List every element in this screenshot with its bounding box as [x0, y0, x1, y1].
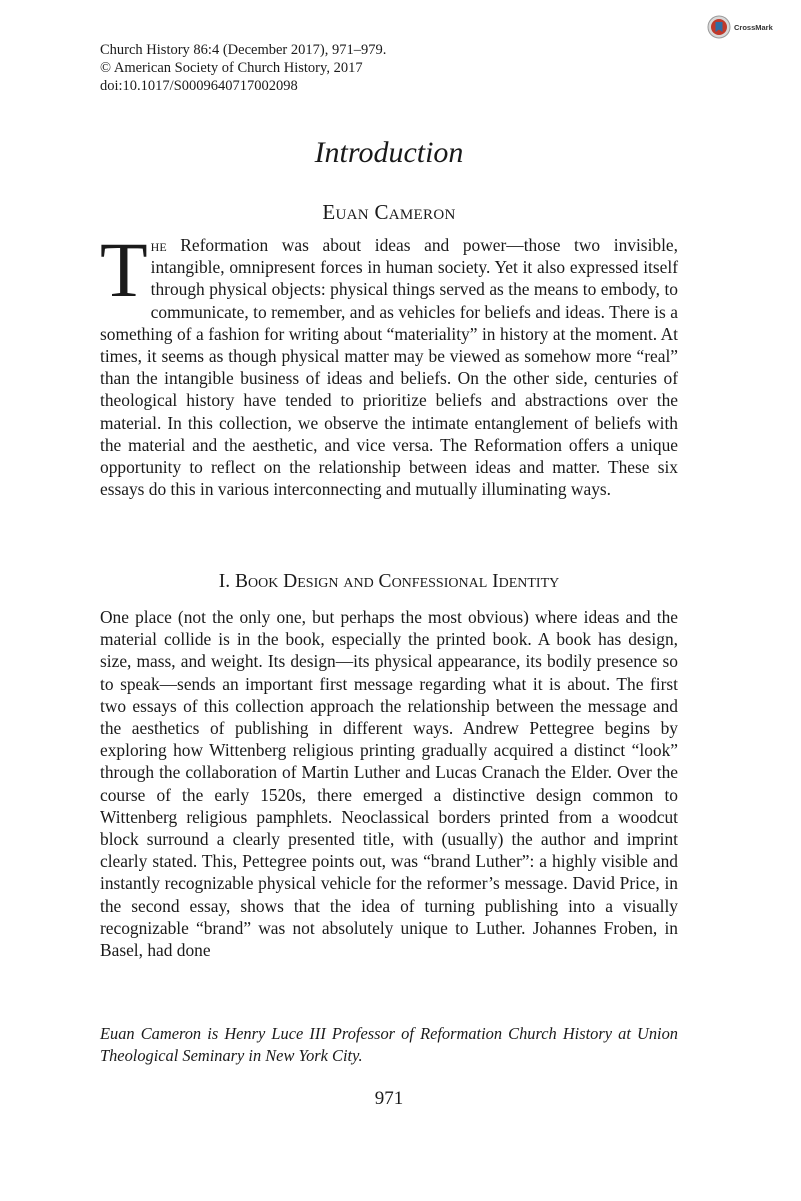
author-footnote: Euan Cameron is Henry Luce III Professor of Reformation Church History at Union Theological Seminary in New York City. — [100, 1024, 678, 1065]
crossmark-label: CrossMark — [734, 22, 773, 32]
lead-in: he — [150, 235, 167, 255]
journal-citation — [100, 41, 386, 95]
article-author: Euan Cameron — [322, 200, 456, 224]
crossmark-badge[interactable] — [707, 15, 773, 39]
page-number: 971 — [374, 1088, 404, 1109]
section-heading: I. Book Design and Confessional Identity — [218, 571, 560, 592]
intro-text: Reformation was about ideas and power—those two invisible, intangible, omnipresent forces in human society. Yet it also expressed itself through physical objects: physical things served as the means to embody, to communicate, to remember, and as vehicles for beliefs and ideas. There is a something of a fashion for writing about “materiality” in history at the moment. At times, it seems as though physical matter may be viewed as somehow more “real” than the intangible business of ideas and beliefs. On the other side, centuries of theological history have tended to prioritize beliefs and abstractions over the material. In this collection, we observe the intimate entanglement of beliefs with the material and the aesthetic, and vice versa. The Reformation offers a unique opportunity to reflect on the relationship between ideas and matter. These six essays do this in various interconnecting and mutually illuminating ways. — [100, 235, 678, 500]
copyright-line: © American Society of Church History, 2017 — [100, 60, 363, 76]
doi-line[interactable]: doi:10.1017/S0009640717002098 — [100, 78, 298, 94]
drop-cap: T — [100, 226, 148, 313]
article-title: Introduction — [314, 136, 464, 169]
citation-line: Church History 86:4 (December 2017), 971–979. — [100, 42, 387, 58]
intro-paragraph — [100, 226, 678, 500]
section-paragraph: One place (not the only one, but perhaps the most obvious) where ideas and the material collide is in the book, especially the printed book. A book has design, size, mass, and weight. Its design—its physical appearance, its bodily presence so to speak—sends an important first message regarding what it is about. The first two essays of this collection approach the relationship between the message and the aesthetics of publishing in different ways. Andrew Pettegree begins by exploring how Wittenberg religious printing gradually acquired a distinct “look” through the collaboration of Martin Luther and Lucas Cranach the Elder. Over the course of the early 1520s, there emerged a distinctive design common to Wittenberg religious pamphlets. Neoclassical borders printed from a woodcut block surround a clearly presented title, with (usually) the author and imprint clearly stated. This, Pettegree points out, was “brand Luther”: a highly visible and instantly recognizable physical vehicle for the reformer’s message. David Price, in the second essay, shows that the idea of turning publishing into a visually recognizable “brand” was not absolutely unique to Luther. Johannes Froben, in Basel, had done — [100, 607, 678, 961]
crossmark-icon — [707, 15, 731, 39]
